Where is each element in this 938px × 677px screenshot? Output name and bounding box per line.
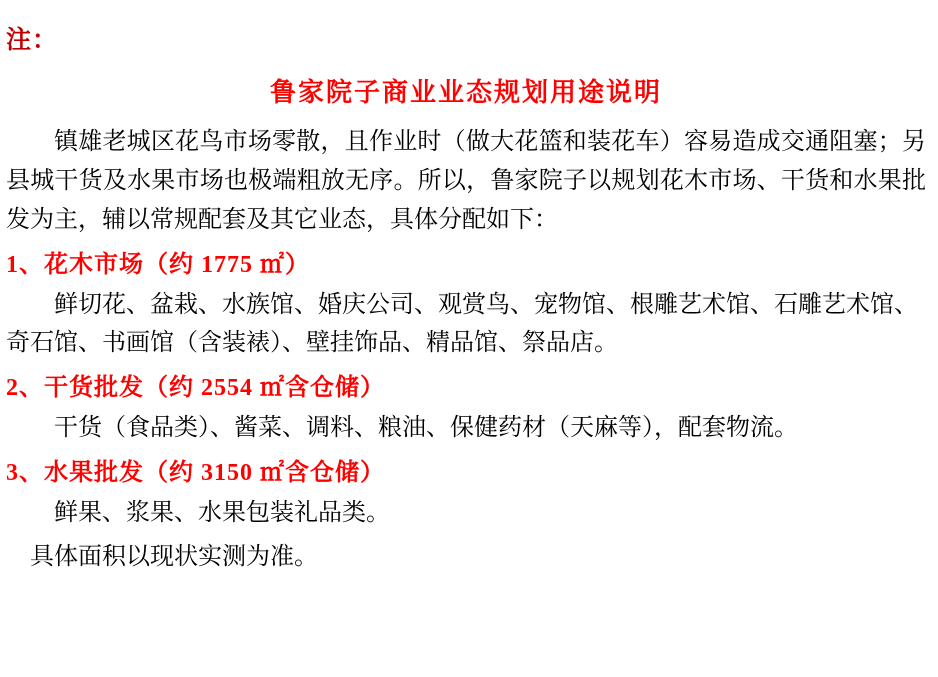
section-content-2: 干货（食品类）、酱菜、调料、粮油、保健药材（天麻等），配套物流。 bbox=[54, 415, 798, 442]
section-content-3: 鲜果、浆果、水果包装礼品类。 bbox=[54, 499, 390, 526]
section-content-1: 鲜切花、盆栽、水族馆、婚庆公司、观赏鸟、宠物馆、根雕艺术馆、石雕艺术馆、奇石馆、书画馆（含装裱）、壁挂饰品、精品馆、祭品店。 bbox=[6, 292, 918, 357]
closing-note: 具体面积以现状实测为准。 bbox=[30, 544, 318, 571]
section-heading-2: 2、干货批发（约 2554 ㎡含仓储） bbox=[6, 374, 385, 401]
page-title: 鲁家院子商业业态规划用途说明 bbox=[269, 78, 662, 107]
section-heading-1: 1、花木市场（约 1775 ㎡） bbox=[6, 251, 310, 278]
intro-paragraph: 镇雄老城区花鸟市场零散，且作业时（做大花篮和装花车）容易造成交通阻塞；另县城干货及水果市场也极端粗放无序。所以，鲁家院子以规划花木市场、干货和水果批发为主，辅以常规配套及其它业态，具体分配如下： bbox=[6, 129, 926, 233]
section-heading-3: 3、水果批发（约 3150 ㎡含仓储） bbox=[6, 459, 385, 486]
note-label: 注： bbox=[6, 27, 59, 54]
